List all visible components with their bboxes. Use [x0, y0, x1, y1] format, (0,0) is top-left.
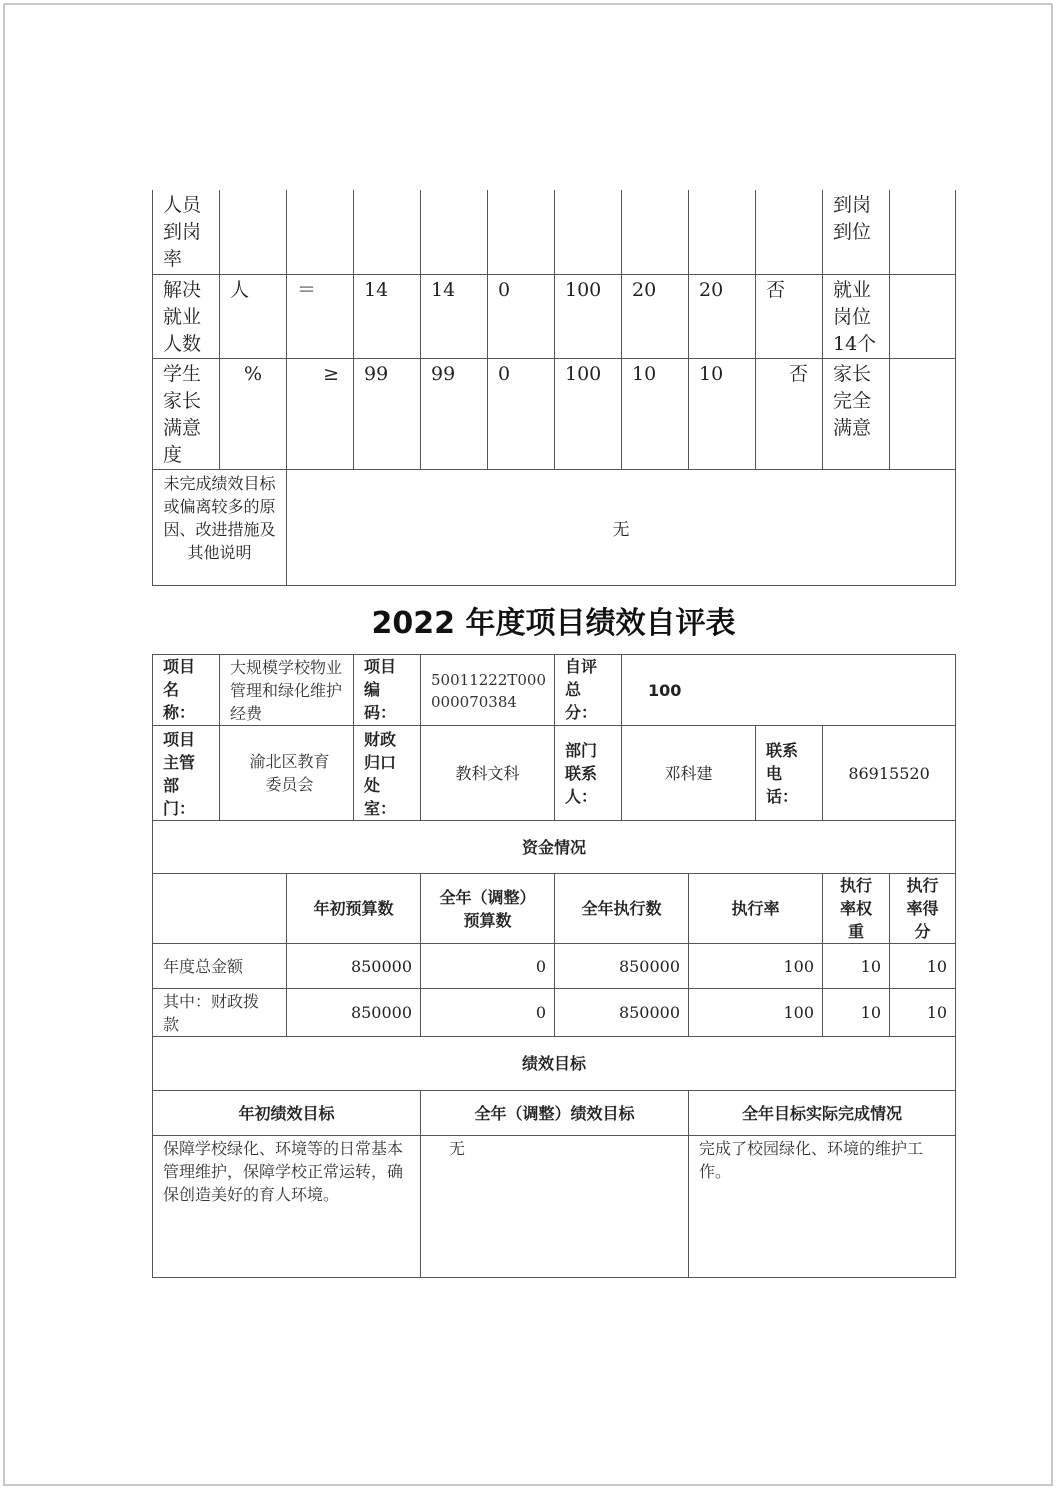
funds-executed: 850000 — [555, 989, 689, 1037]
indicator-name: 学生家长满意度 — [163, 362, 202, 466]
indicator-note: 就业岗位14个 — [833, 278, 877, 355]
indicator-weight: 20 — [632, 278, 657, 301]
indicator-rate: 100 — [565, 278, 602, 301]
goals-header-actual: 全年目标实际完成情况 — [689, 1091, 956, 1136]
indicator-target: 14 — [364, 278, 389, 301]
project-code-label: 项目编码： — [364, 657, 397, 722]
funds-header-adjusted: 全年（调整）预算数 — [439, 887, 536, 930]
indicator-name: 解决就业人数 — [163, 278, 202, 355]
table-row — [153, 190, 956, 274]
contact-label: 部门联系人： — [565, 741, 598, 806]
indicator-actual: 14 — [431, 278, 456, 301]
page-title: 2022 年度项目绩效自评表 — [371, 606, 736, 641]
funds-weight: 10 — [823, 989, 890, 1037]
indicator-note: 到岗到位 — [833, 194, 872, 243]
indicator-deviation: 0 — [498, 362, 511, 385]
table-row — [153, 1037, 956, 1091]
indicator-unit: 人 — [230, 278, 250, 301]
goal-initial: 保障学校绿化、环境等的日常基本管理维护，保障学校正常运转，确保创造美好的育人环境。 — [163, 1139, 404, 1204]
table-row — [153, 726, 956, 821]
table-row — [153, 358, 956, 469]
funds-weight: 10 — [823, 944, 890, 989]
table-row — [153, 655, 956, 726]
indicator-operator: ＝ — [297, 278, 317, 301]
department-label: 项目主管部门： — [163, 730, 196, 818]
indicator-operator: ≥ — [323, 362, 339, 385]
table-row — [153, 1136, 956, 1278]
goals-section-title: 绩效目标 — [153, 1037, 956, 1091]
funds-budget: 850000 — [287, 989, 421, 1037]
funds-row-label: 其中：财政拨款 — [163, 992, 260, 1034]
indicator-weight: 10 — [632, 362, 657, 385]
indicator-deviation: 0 — [498, 278, 511, 301]
reason-value: 无 — [287, 469, 956, 585]
reason-label: 未完成绩效目标或偏离较多的原因、改进措施及其他说明 — [163, 473, 276, 562]
funds-adjusted: 0 — [421, 989, 555, 1037]
project-name-label: 项目名称： — [163, 657, 196, 722]
indicator-actual: 99 — [431, 362, 456, 385]
funds-header-score: 执行率得分 — [906, 876, 939, 941]
funds-rate: 100 — [689, 944, 823, 989]
indicator-target: 99 — [364, 362, 389, 385]
project-code-value: 50011222T000000070384 — [431, 670, 546, 711]
indicator-note: 家长完全满意 — [833, 362, 872, 439]
indicator-flag: 否 — [788, 362, 808, 385]
funds-header-budget: 年初预算数 — [287, 874, 421, 944]
goal-adjusted: 无 — [449, 1139, 466, 1158]
funds-section-title: 资金情况 — [153, 821, 956, 874]
funds-header-rate: 执行率 — [689, 874, 823, 944]
indicator-name: 人员到岗率 — [163, 194, 202, 270]
funds-header-weight: 执行率权重 — [840, 876, 873, 941]
funds-score: 10 — [890, 944, 956, 989]
funds-header-blank — [153, 874, 287, 944]
indicator-unit: % — [243, 362, 263, 385]
funds-row-label: 年度总金额 — [163, 957, 244, 976]
finance-office-value: 教科文科 — [421, 726, 555, 821]
funds-executed: 850000 — [555, 944, 689, 989]
funds-adjusted: 0 — [421, 944, 555, 989]
indicator-score: 20 — [699, 278, 724, 301]
indicator-score: 10 — [699, 362, 724, 385]
project-name-value: 大规模学校物业管理和绿化维护经费 — [230, 658, 343, 723]
funds-score: 10 — [890, 989, 956, 1037]
goals-header-initial: 年初绩效目标 — [153, 1091, 421, 1136]
contact-value: 邓科建 — [622, 726, 756, 821]
table-row — [153, 1091, 956, 1136]
self-score-value: 100 — [648, 681, 682, 700]
indicator-flag: 否 — [766, 278, 786, 301]
table-row — [153, 944, 956, 989]
funds-budget: 850000 — [287, 944, 421, 989]
funds-rate: 100 — [689, 989, 823, 1037]
upper-indicator-table — [152, 190, 956, 586]
finance-office-label: 财政归口处室： — [364, 730, 397, 818]
table-row — [153, 989, 956, 1037]
self-score-label: 自评总分： — [565, 657, 598, 722]
phone-label: 联系电话： — [766, 741, 799, 806]
funds-header-executed: 全年执行数 — [555, 874, 689, 944]
goal-actual: 完成了校园绿化、环境的维护工作。 — [699, 1139, 924, 1181]
department-value: 渝北区教育委员会 — [249, 752, 330, 794]
goals-header-adjusted: 全年（调整）绩效目标 — [421, 1091, 689, 1136]
phone-value: 86915520 — [823, 726, 956, 821]
table-row — [153, 469, 956, 585]
project-performance-table — [152, 654, 956, 1278]
indicator-rate: 100 — [565, 362, 602, 385]
table-row — [153, 274, 956, 358]
table-row — [153, 874, 956, 944]
table-row — [153, 821, 956, 874]
